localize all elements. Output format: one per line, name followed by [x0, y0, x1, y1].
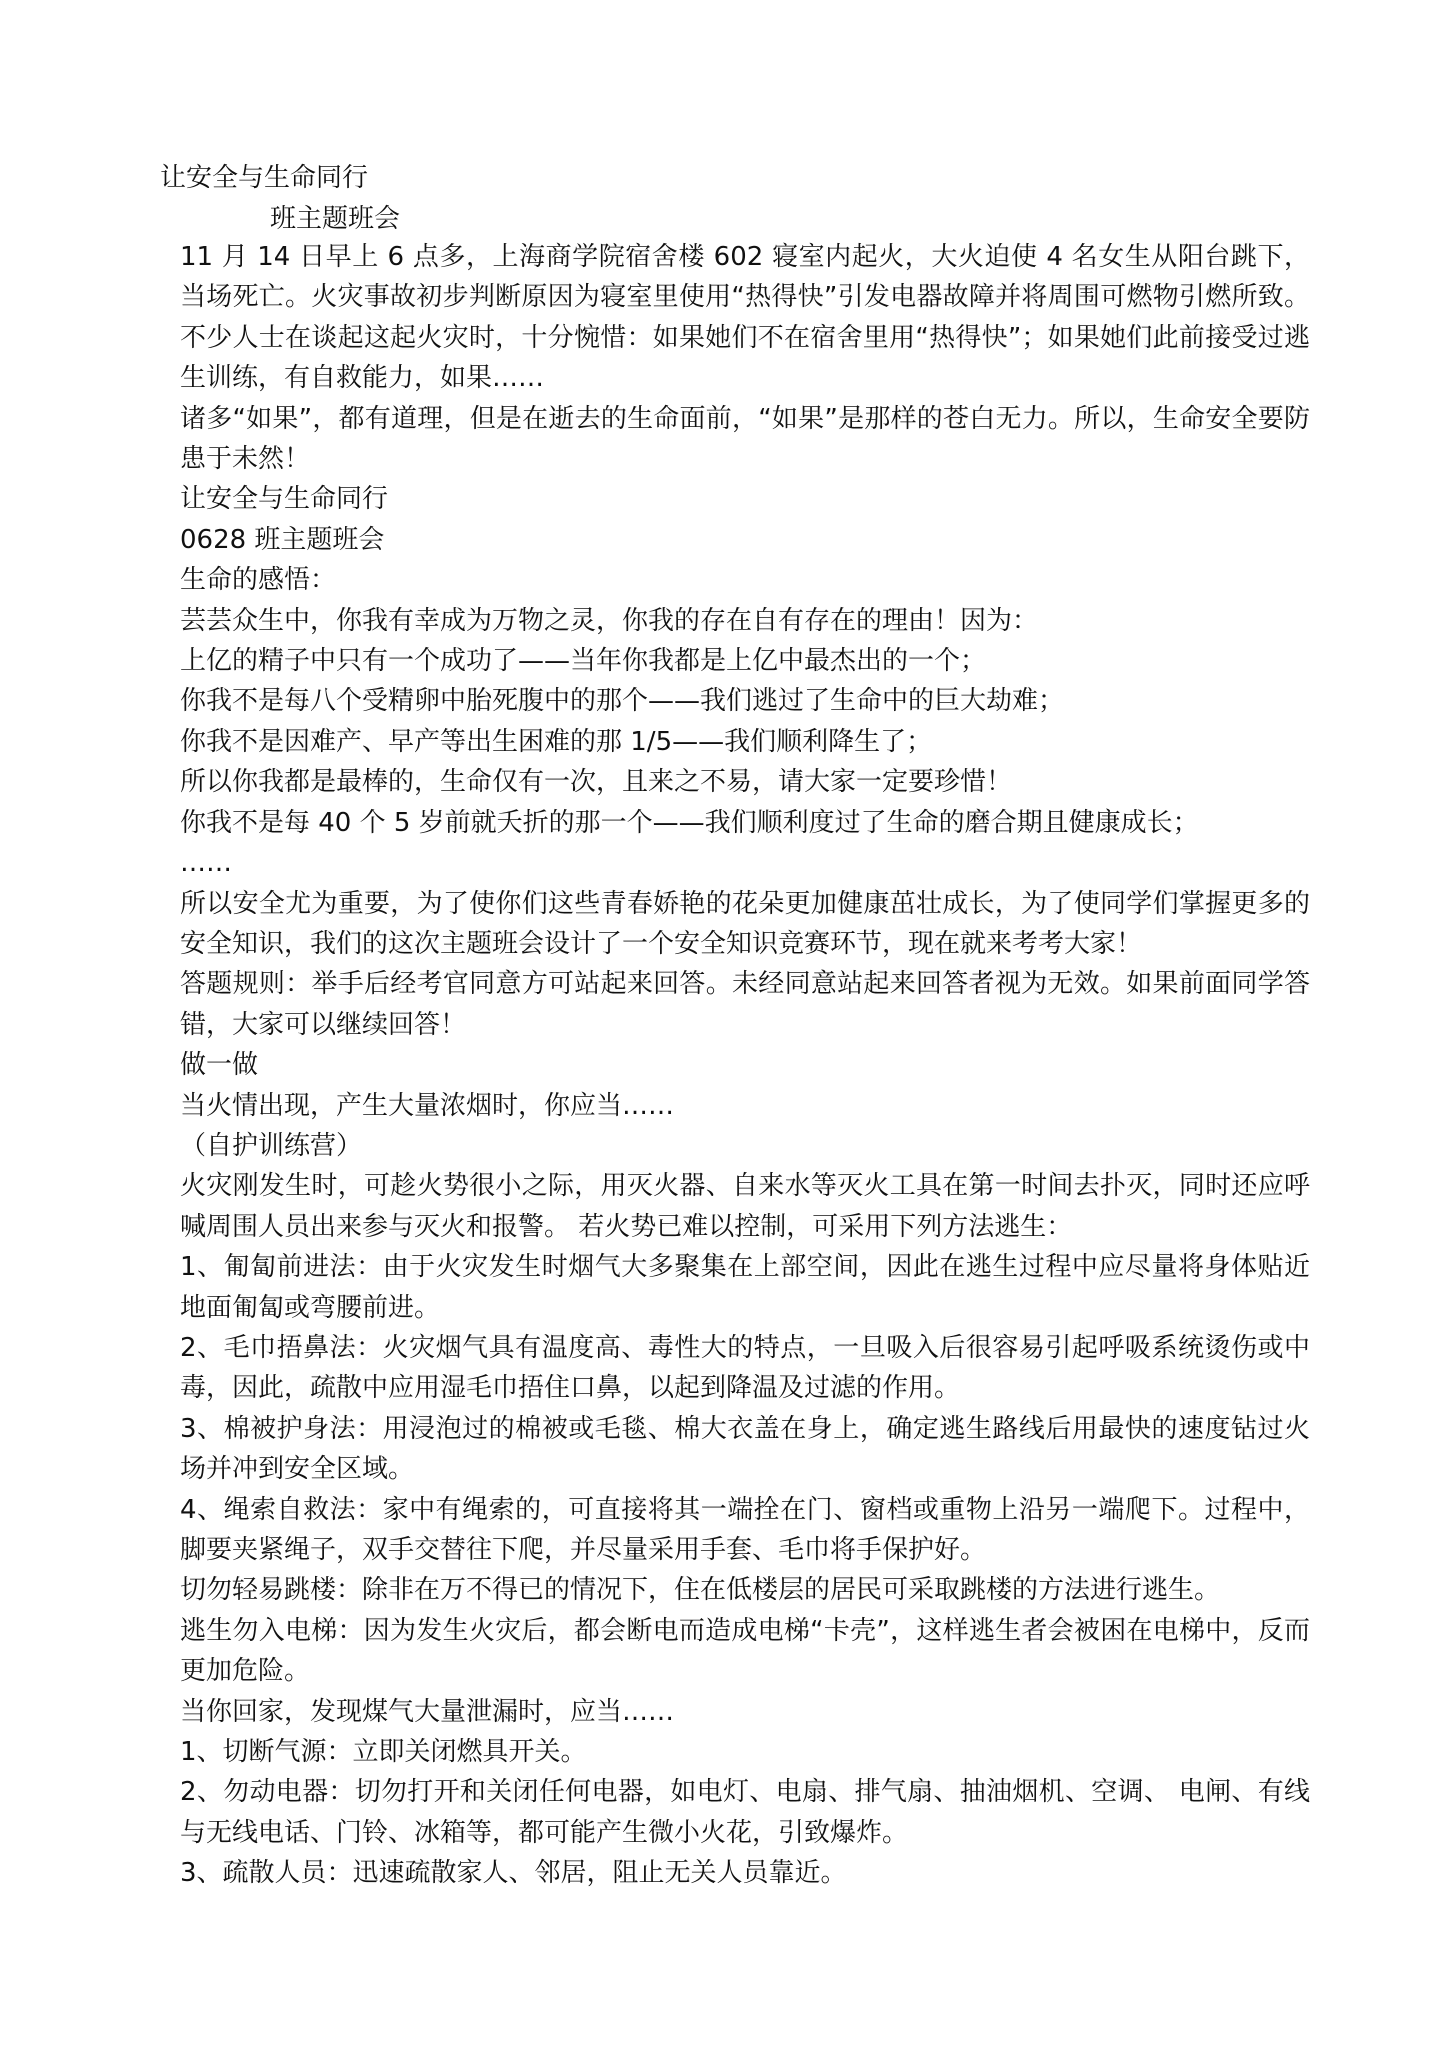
- section-heading-training: （自护训练营）: [180, 1130, 363, 1161]
- document-body: [180, 237, 1310, 1894]
- paragraph-life-6: 你我不是每 40 个 5 岁前就夭折的那一个——我们顺利度过了生命的磨合期且健康成长；: [180, 807, 1199, 838]
- paragraph-life-2: 上亿的精子中只有一个成功了——当年你我都是上亿中最杰出的一个；: [180, 646, 987, 677]
- method-rope: 4、绳索自救法：家中有绳索的，可直接将其一端拴在门、窗档或重物上沿另一端爬下。过程中，脚要夹紧绳子，双手交替往下爬，并尽量采用手套、毛巾将手保护好。: [180, 1494, 1310, 1565]
- document-subtitle: 班主题班会: [270, 204, 401, 234]
- gas-step-3: 3、疏散人员：迅速疏散家人、邻居，阻止无关人员靠近。: [180, 1858, 847, 1889]
- section-heading-life: 生命的感悟：: [180, 565, 337, 596]
- gas-step-2: 2、勿动电器：切勿打开和关闭任何电器，如电灯、电扇、排气扇、抽油烟机、空调、 电闸、有线与无线电话、门铃、冰箱等，都可能产生微小火花，引致爆炸。: [180, 1777, 1310, 1848]
- question-gas-leak: 当你回家，发现煤气大量泄漏时，应当……: [180, 1696, 675, 1727]
- question-smoke: 当火情出现，产生大量浓烟时，你应当……: [180, 1090, 675, 1121]
- paragraph-answer-rules: 答题规则：举手后经考官同意方可站起来回答。未经同意站起来回答者视为无效。如果前面同学答错，大家可以继续回答！: [180, 969, 1310, 1040]
- paragraph-if-reflection: 诸多“如果”，都有道理，但是在逝去的生命面前，“如果”是那样的苍白无力。所以，生命安全要防患于未然！: [180, 403, 1310, 475]
- paragraph-life-4: 你我不是因难产、早产等出生困难的那 1/5——我们顺利降生了；: [180, 726, 933, 757]
- paragraph-safety-importance: 所以安全尤为重要，为了使你们这些青春娇艳的花朵更加健康茁壮成长，为了使同学们掌握更多的安全知识，我们的这次主题班会设计了一个安全知识竞赛环节，现在就来考考大家！: [180, 888, 1310, 959]
- paragraph-fire-incident: 11 月 14 日早上 6 点多，上海商学院宿舍楼 602 寝室内起火，大火迫使 4 名女生从阳台跳下，当场死亡。火灾事故初步判断原因为寝室里使用“热得快”引发电器故障并将周围可燃物引燃所致。不少人士在谈起这起火灾时，十分惋惜：如果她们不在宿舍里用“热得快”；如果她们此前接受过逃生训练，有自救能力，如果……: [180, 242, 1310, 394]
- gas-step-1: 1、切断气源：立即关闭燃具开关。: [180, 1737, 587, 1768]
- paragraph-life-3: 你我不是每八个受精卵中胎死腹中的那个——我们逃过了生命中的巨大劫难；: [180, 686, 1065, 717]
- method-no-elevator: 逃生勿入电梯：因为发生火灾后，都会断电而造成电梯“卡壳”，这样逃生者会被困在电梯中，反而更加危险。: [180, 1615, 1310, 1687]
- document-title: 让安全与生命同行: [160, 163, 369, 193]
- method-no-jump: 切勿轻易跳楼：除非在万不得已的情况下，住在低楼层的居民可采取跳楼的方法进行逃生。: [180, 1575, 1221, 1606]
- method-crawl: 1、匍匐前进法：由于火灾发生时烟气大多聚集在上部空间，因此在逃生过程中应尽量将身体贴近地面匍匐或弯腰前进。: [180, 1252, 1310, 1323]
- method-towel: 2、毛巾捂鼻法：火灾烟气具有温度高、毒性大的特点，一旦吸入后很容易引起呼吸系统烫伤或中毒，因此，疏散中应用湿毛巾捂住口鼻，以起到降温及过滤的作用。: [180, 1332, 1310, 1404]
- section-heading-class: 0628 班主题班会: [180, 524, 385, 555]
- paragraph-life-1: 芸芸众生中，你我有幸成为万物之灵，你我的存在自有存在的理由！因为：: [180, 605, 1039, 636]
- method-quilt: 3、棉被护身法：用浸泡过的棉被或毛毯、棉大衣盖在身上，确定逃生路线后用最快的速度钻过火场并冲到安全区域。: [180, 1413, 1310, 1485]
- paragraph-ellipsis: ……: [180, 848, 232, 879]
- section-heading-title: 让安全与生命同行: [180, 484, 389, 515]
- section-heading-do: 做一做: [180, 1050, 259, 1081]
- paragraph-life-5: 所以你我都是最棒的，生命仅有一次，且来之不易，请大家一定要珍惜！: [180, 767, 1013, 798]
- paragraph-fire-start: 火灾刚发生时，可趁火势很小之际，用灭火器、自来水等灭火工具在第一时间去扑灭，同时还应呼喊周围人员出来参与灭火和报警。 若火势已难以控制，可采用下列方法逃生：: [180, 1171, 1310, 1242]
